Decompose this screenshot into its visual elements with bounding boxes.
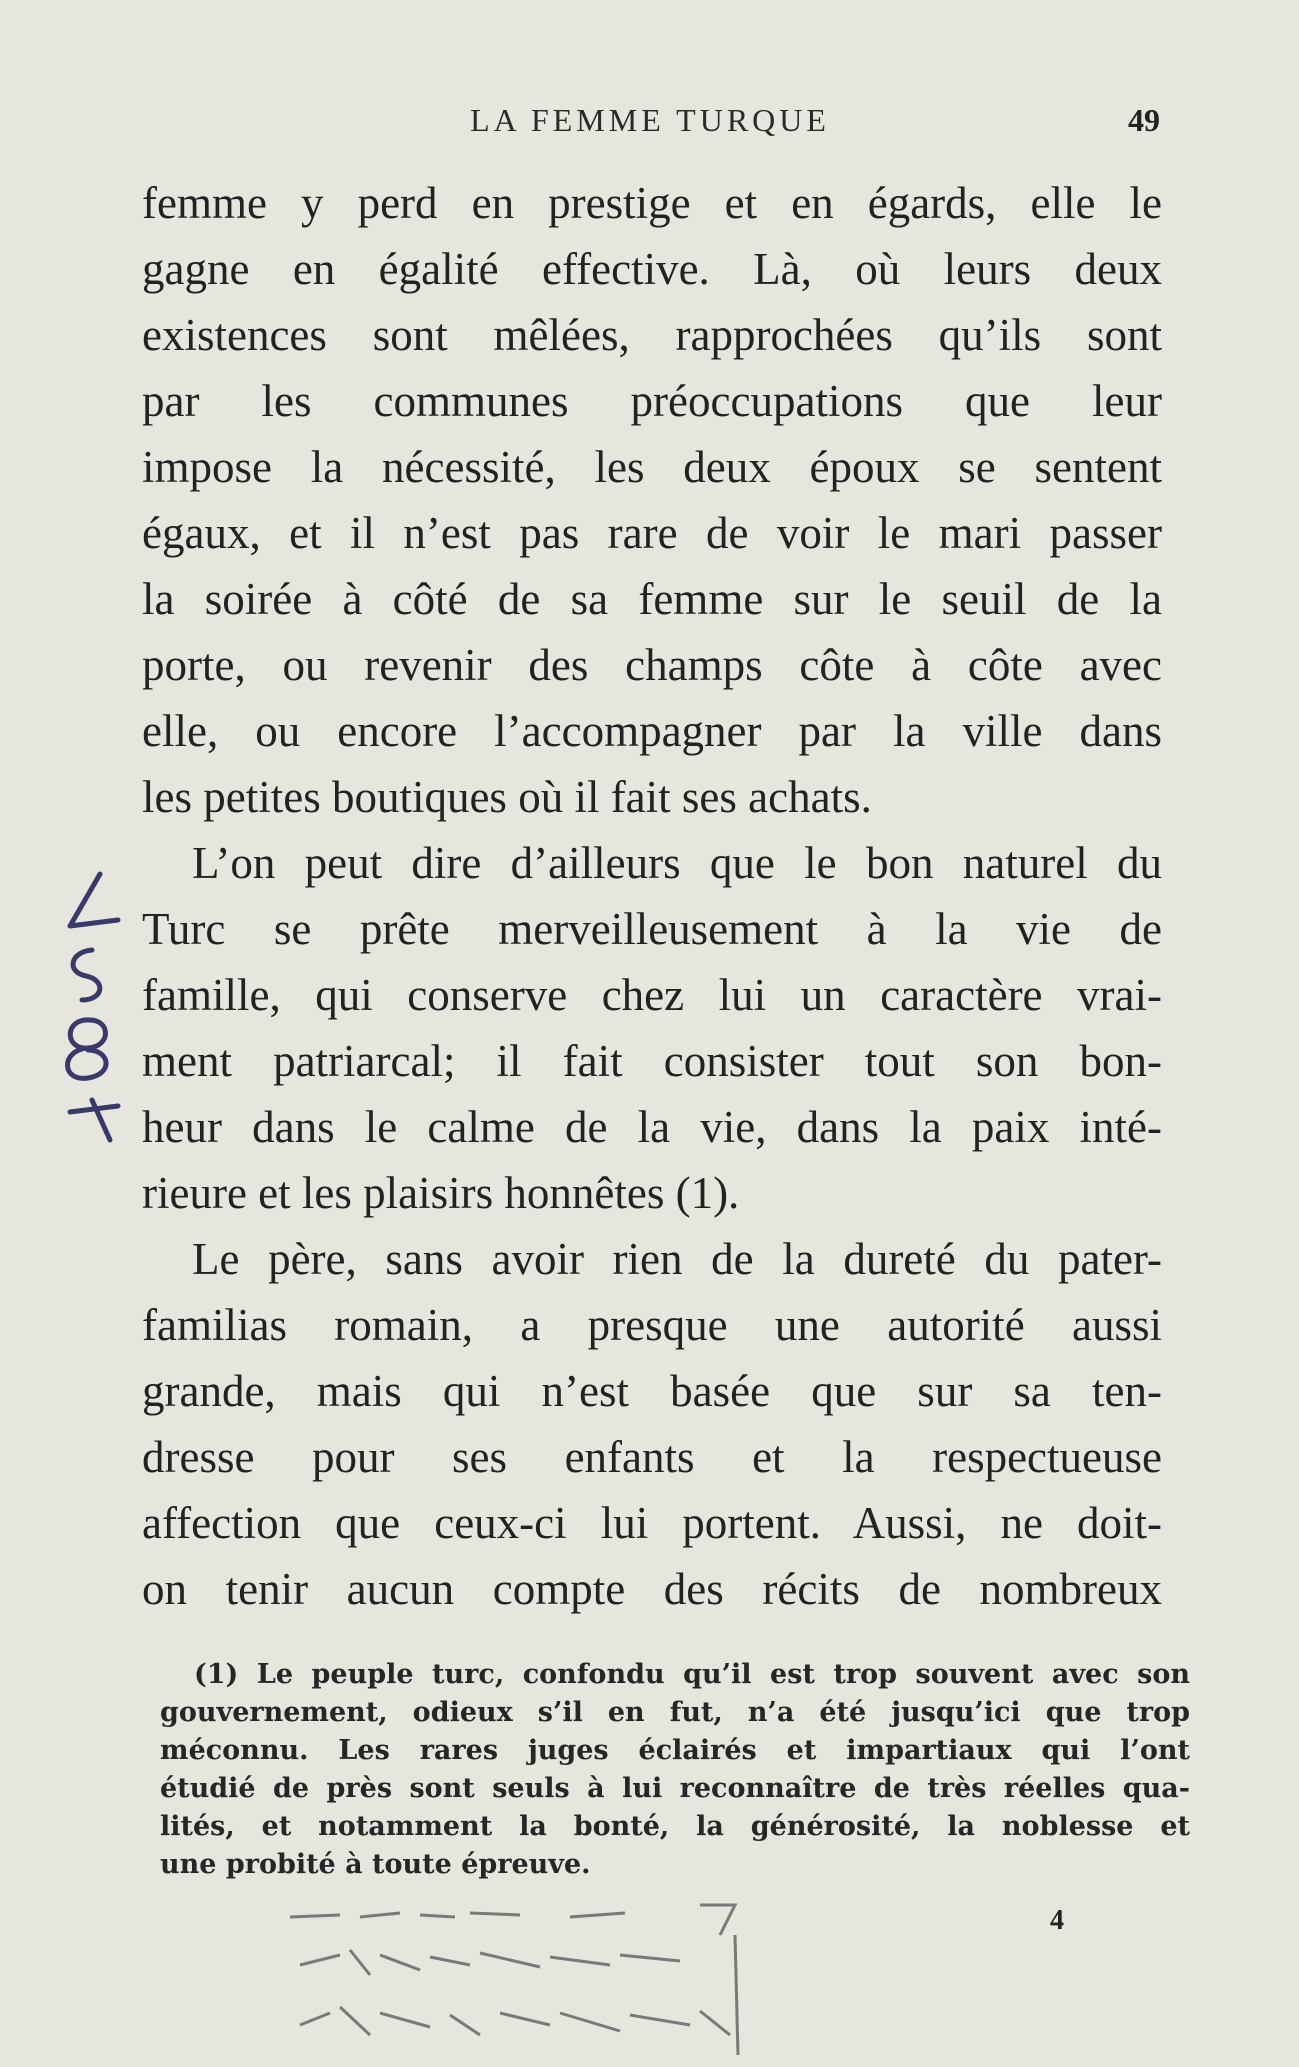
footnote-line: méconnu. Les rares juges éclairés et impartiaux qui l’ont [160,1735,1190,1766]
text-line: dresse pour ses enfants et la respectueuse [142,1432,1162,1482]
text-line: L’on peut dire d’ailleurs que le bon naturel du [192,838,1162,888]
text-line: la soirée à côté de sa femme sur le seuil de la [142,574,1162,624]
text-line: impose la nécessité, les deux époux se sentent [142,442,1162,492]
footnote-line: (1) Le peuple turc, confondu qu’il est trop souvent avec son [194,1659,1190,1690]
handwritten-inventory-mark [30,860,140,1150]
text-line: gagne en égalité effective. Là, où leurs deux [142,244,1162,294]
text-line: existences sont mêlées, rapprochées qu’ils sont [142,310,1162,360]
page-number: 49 [1128,102,1160,138]
footnote-line: lités, et notamment la bonté, la générosité, la noblesse et [160,1811,1190,1842]
text-line: familias romain, a presque une autorité aussi [142,1300,1162,1350]
text-line: Turc se prête merveilleusement à la vie de [142,904,1162,954]
text-line: les petites boutiques où il fait ses achats. [142,772,872,822]
text-line: heur dans le calme de la vie, dans la paix inté- [142,1102,1162,1152]
body-text [142,170,1162,1622]
text-line: Le père, sans avoir rien de la dureté du pater- [192,1234,1162,1284]
library-stamp [280,1895,750,2055]
running-title: LA FEMME TURQUE [470,102,830,138]
text-line: rieure et les plaisirs honnêtes (1). [142,1168,740,1218]
footnote-line: gouvernement, odieux s’il en fut, n’a été jusqu’ici que trop [160,1697,1190,1728]
signature-mark: 4 [1050,1905,1064,1936]
text-line: ment patriarcal; il fait consister tout son bon- [142,1036,1162,1086]
text-line: porte, ou revenir des champs côte à côte avec [142,640,1162,690]
text-line: affection que ceux-ci lui portent. Aussi, ne doit- [142,1498,1162,1548]
text-line: grande, mais qui n’est basée que sur sa ten- [142,1366,1162,1416]
footnote-line: étudié de près sont seuls à lui reconnaître de très réelles qua- [160,1773,1190,1804]
page-header [140,102,1160,146]
text-line: elle, ou encore l’accompagner par la ville dans [142,706,1162,756]
text-line: femme y perd en prestige et en égards, elle le [142,178,1162,228]
text-line: on tenir aucun compte des récits de nombreux [142,1564,1162,1614]
text-line: par les communes préoccupations que leur [142,376,1162,426]
footnote-line: une probité à toute épreuve. [160,1849,591,1880]
footnote [160,1656,1190,1884]
text-line: famille, qui conserve chez lui un caractère vrai- [142,970,1162,1020]
text-line: égaux, et il n’est pas rare de voir le mari passer [142,508,1162,558]
